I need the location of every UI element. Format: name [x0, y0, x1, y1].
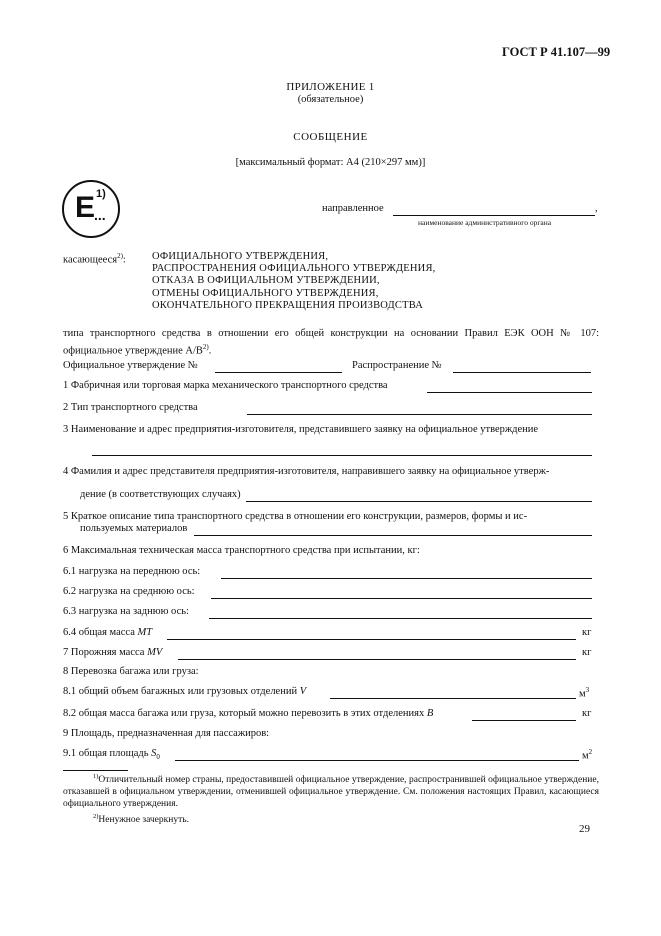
extension-number-label: Распространение №	[352, 360, 442, 371]
authority-caption: наименование административного органа	[418, 218, 552, 227]
appendix-status: (обязательное)	[297, 94, 364, 105]
field-8-2-line[interactable]	[472, 720, 576, 721]
field-8-1-symbol: V	[299, 686, 307, 697]
field-6-3-label: 6.3 нагрузка на заднюю ось:	[63, 606, 189, 617]
field-4-label: 4 Фамилия и адрес представителя предприятия-изготовителя, направившего заявку на официальное утверж-	[63, 466, 550, 477]
extension-number-field[interactable]	[453, 372, 591, 373]
field-6-2-label: 6.2 нагрузка на среднюю ось:	[63, 586, 195, 597]
field-9-1-unit-base: м	[582, 750, 589, 762]
field-6-1-line[interactable]	[221, 578, 592, 579]
sent-to-field[interactable]	[393, 215, 595, 216]
field-8-1-unit	[579, 686, 589, 700]
footnote-1-mark: 1)	[93, 773, 99, 780]
field-1-label: 1 Фабричная или торговая марка механического транспортного средства	[63, 380, 388, 391]
approval-mark-icon	[62, 180, 120, 238]
field-7-line[interactable]	[178, 659, 576, 660]
appendix-title: ПРИЛОЖЕНИЕ 1	[286, 81, 375, 93]
sent-to-label: направленное	[322, 203, 384, 214]
field-6-4-unit: кг	[582, 627, 592, 638]
field-7-text: 7 Порожняя масса	[63, 647, 145, 658]
field-6-4-symbol: MT	[137, 627, 153, 638]
concerning-option: ОТМЕНЫ ОФИЦИАЛЬНОГО УТВЕРЖДЕНИЯ,	[152, 287, 379, 299]
emark-superscript: 1)	[96, 188, 106, 200]
field-7-symbol: MV	[147, 647, 163, 658]
field-6-4-text: 6.4 общая масса	[63, 627, 135, 638]
field-2-label: 2 Тип транспортного средства	[63, 402, 198, 413]
field-8-2-label	[63, 708, 433, 719]
emark-dots: ...	[94, 207, 106, 223]
field-6-2-line[interactable]	[211, 598, 592, 599]
intro-end: .	[208, 345, 212, 356]
max-format-note: [максимальный формат: А4 (210×297 мм)]	[235, 157, 426, 168]
field-8-1-line[interactable]	[330, 698, 576, 699]
intro-footnote-ref: 2)	[202, 342, 209, 351]
concerning-options	[152, 251, 436, 312]
field-8-1-text: 8.1 общий объем багажных или грузовых отделений	[63, 686, 298, 697]
footnote-1-text: Отличительный номер страны, предоставившей официальное утверждение, распространившей официальное утверждение, отказавшей в официальном утверждении, отменившей официальное утверждение. См. положения настоящих Правил, касающиеся официального утверждения.	[63, 775, 599, 810]
field-5-label-cont: пользуемых материалов	[80, 523, 188, 534]
concerning-option: ОТКАЗА В ОФИЦИАЛЬНОМ УТВЕРЖДЕНИИ,	[152, 275, 380, 287]
field-4-label-cont: дение (в соответствующих случаях)	[80, 489, 241, 500]
field-8-2-unit: кг	[582, 708, 592, 719]
field-8-1-unit-base: м	[579, 688, 586, 700]
intro-text: типа транспортного средства в отношении его общей конструкции на основании Правил ЕЭК ООН № 107: официальное утверждение А/В	[63, 328, 599, 356]
approval-number-label: Официальное утверждение №	[63, 360, 198, 371]
emark-letter: E	[75, 191, 96, 224]
field-6-4-line[interactable]	[167, 639, 576, 640]
concerning-label	[63, 252, 126, 266]
field-9-1-unit	[582, 748, 592, 762]
field-6-1-label: 6.1 нагрузка на переднюю ось:	[63, 566, 201, 577]
concerning-option: РАСПРОСТРАНЕНИЯ ОФИЦИАЛЬНОГО УТВЕРЖДЕНИЯ,	[152, 263, 436, 275]
field-8-label: 8 Перевозка багажа или груза:	[63, 666, 199, 677]
field-6-label: 6 Максимальная техническая масса транспортного средства при испытании, кг:	[63, 545, 420, 556]
concerning-footnote-ref: 2)	[117, 252, 123, 260]
standard-number: ГОСТ Р 41.107—99	[502, 45, 611, 59]
field-9-1-text: 9.1 общая площадь	[63, 748, 149, 759]
footnote-1	[63, 771, 599, 810]
field-7-label	[63, 647, 162, 658]
footnote-2	[63, 811, 599, 826]
field-2-line[interactable]	[247, 414, 592, 415]
intro-paragraph	[63, 328, 599, 358]
field-9-1-subscript: 0	[156, 753, 160, 762]
field-4-line[interactable]	[246, 501, 592, 502]
field-3-label: 3 Наименование и адрес предприятия-изготовителя, представившего заявку на официальное утверждение	[63, 424, 539, 435]
field-9-1-line[interactable]	[175, 760, 579, 761]
concerning-option: ОФИЦИАЛЬНОГО УТВЕРЖДЕНИЯ,	[152, 251, 329, 262]
concerning-label-text: касающееся	[63, 254, 118, 266]
message-title: СООБЩЕНИЕ	[293, 131, 368, 143]
footnote-2-text: Ненужное зачеркнуть.	[98, 815, 189, 826]
field-6-4-label	[63, 627, 152, 638]
field-5-line[interactable]	[194, 535, 592, 536]
concerning-option: ОКОНЧАТЕЛЬНОГО ПРЕКРАЩЕНИЯ ПРОИЗВОДСТВА	[152, 299, 424, 311]
concerning-label-suffix: :	[122, 254, 126, 266]
approval-number-field[interactable]	[215, 372, 342, 373]
field-7-unit: кг	[582, 647, 592, 658]
field-9-label: 9 Площадь, предназначенная для пассажиров:	[63, 728, 270, 739]
field-8-2-symbol: B	[426, 708, 434, 719]
field-3-line[interactable]	[92, 455, 592, 456]
page-number: 29	[579, 823, 590, 835]
field-8-1-unit-exp: 3	[585, 686, 590, 694]
field-6-3-line[interactable]	[209, 618, 592, 619]
footnotes	[63, 771, 599, 826]
field-8-1-label	[63, 686, 306, 697]
field-9-1-symbol: S	[151, 748, 157, 759]
field-5-label: 5 Краткое описание типа транспортного средства в отношении его конструкции, размеров, формы и ис-	[63, 511, 528, 522]
field-8-2-text: 8.2 общая масса багажа или груза, который можно перевозить в этих отделениях	[63, 708, 425, 719]
sent-to-comma: ,	[595, 203, 598, 214]
field-9-1-unit-exp: 2	[588, 748, 593, 756]
footnote-2-mark: 2)	[93, 813, 99, 821]
field-9-1-label	[63, 748, 160, 761]
field-1-line[interactable]	[427, 392, 592, 393]
